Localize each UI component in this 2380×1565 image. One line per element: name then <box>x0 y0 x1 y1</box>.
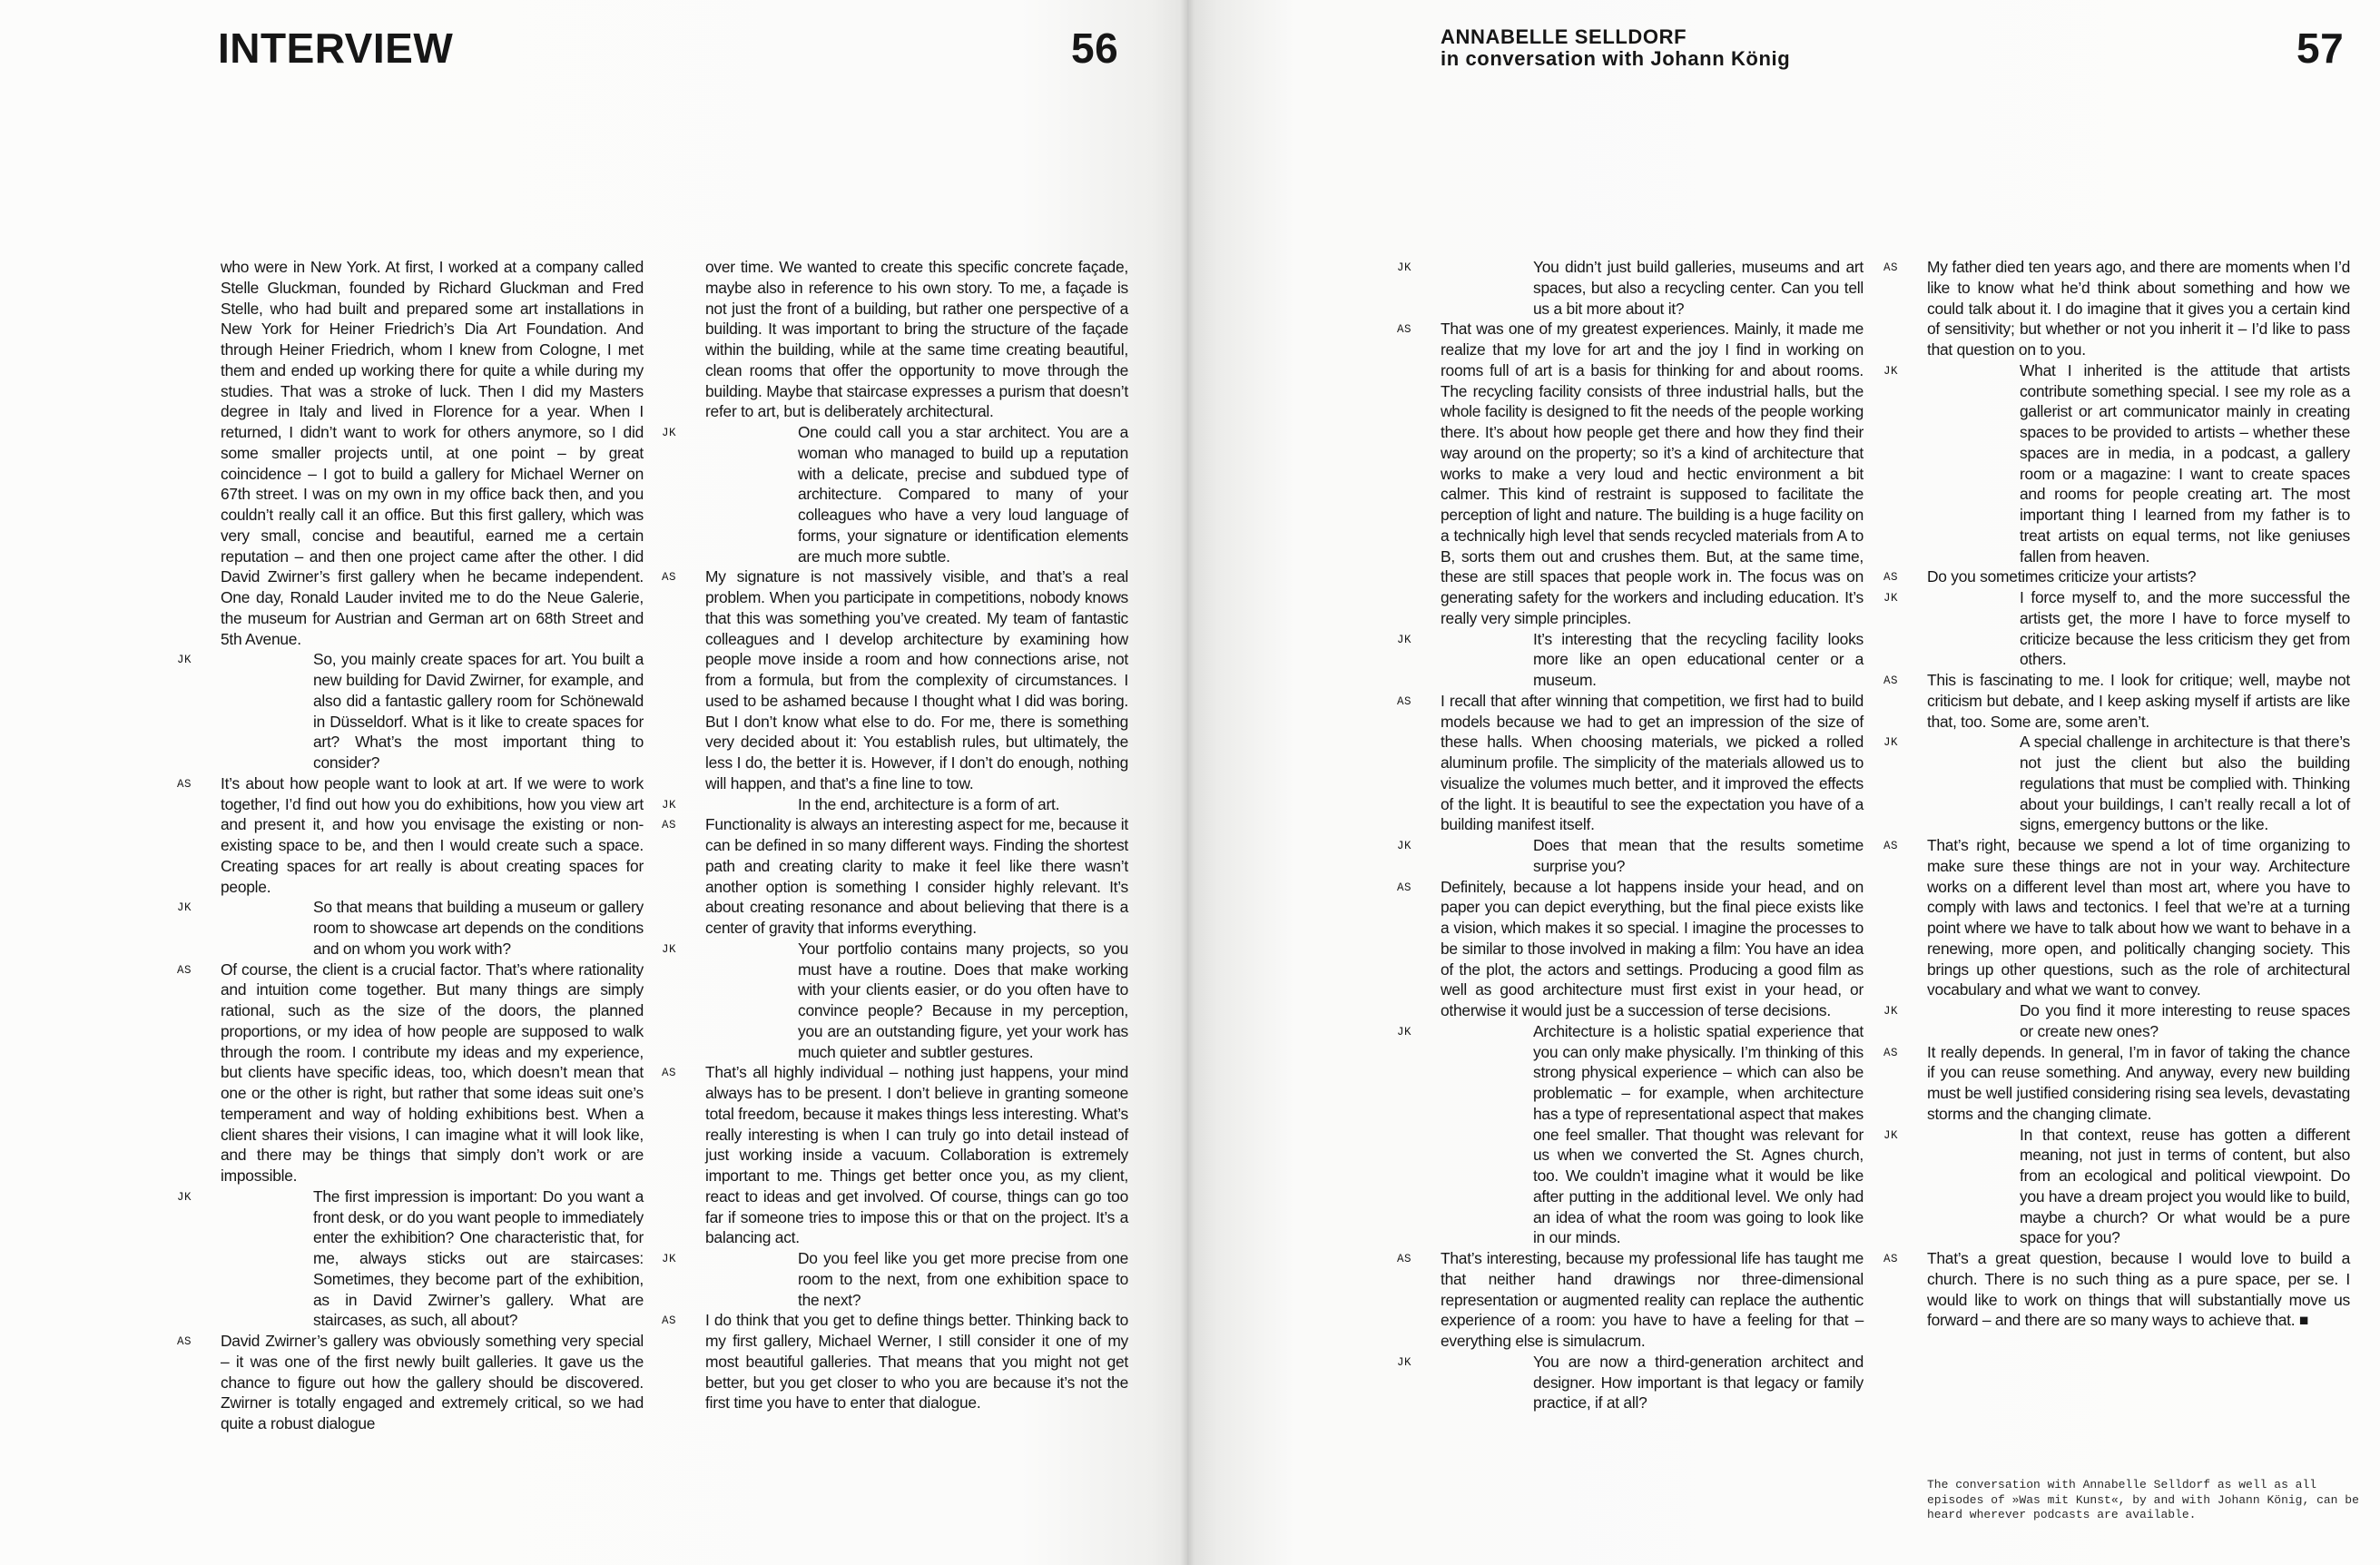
interview-answer <box>662 1310 1128 1413</box>
interview-answer <box>1883 835 2350 1000</box>
podcast-footnote: The conversation with Annabelle Selldorf as well as all episodes of »Was mit Kunst«, by and with Johann König, can be heard wherever podcasts are available. <box>1927 1478 2359 1521</box>
paragraph-text: So that means that building a museum or gallery room to showcase art depends on the conditions and on whom you work with? <box>313 898 644 958</box>
speaker-label: AS <box>662 571 677 585</box>
speaker-label: AS <box>1883 840 1899 852</box>
paragraph-text: It’s about how people want to look at art. If we were to work together, I’d find out how you do exhibitions, how you view art and present it, and how you envisage the existing or non-existing space to be, and then I would create such a space. Creating spaces for art really is about creating spaces for people. <box>221 773 644 896</box>
interview-answer <box>1883 566 2350 587</box>
text-column-1 <box>177 257 644 1434</box>
paragraph-text: What I inherited is the attitude that artists contribute something special. I see my role as a gallerist or art communicator mainly in creating spaces to be provided to artists – whether these spaces are in media, in a podcast, a gallery room or a magazine: I want to create spaces and rooms for people creating art. The most important thing I learned from my father is to treat artists on equal terms, not like geniuses fallen from heaven. <box>2020 360 2350 566</box>
speaker-label: JK <box>662 798 677 812</box>
paragraph-text: That’s a great question, because I would love to build a church. There is no such thing as a pure space, per se. I would like to work on things that will substantially move us forward – and there are so many ways to achieve that. ■ <box>1927 1249 2350 1330</box>
paragraph-text: Your portfolio contains many projects, so you must have a routine. Does that make working with your clients easier, or do you often have to convince people? Because in my perception, you are an outstanding figure, yet your work has much quieter and subtler gestures. <box>798 939 1128 1061</box>
interview-answer <box>177 960 644 1186</box>
interview-question <box>1883 732 2350 835</box>
paragraph-text: My father died ten years ago, and there are moments when I’d like to know what he’d think about something and how we could talk about it. I do imagine that it gives you a certain kind of sensitivity; but whether or not you inherit it – I’d like to pass that question on to you. <box>1927 258 2350 359</box>
interview-question <box>662 422 1128 566</box>
speaker-label: JK <box>1397 261 1412 274</box>
interview-question <box>177 1186 644 1331</box>
paragraph-text: I force myself to, and the more successful the artists get, the more I have to force myself to criticize because the less criticism they get from others. <box>2020 588 2350 669</box>
book-gutter <box>1180 0 1195 1565</box>
interview-answer <box>1883 1248 2350 1331</box>
paragraph-text: In the end, architecture is a form of art. <box>798 794 1060 813</box>
paragraph-text: Of course, the client is a crucial factor. That’s where rationality and intuition come together. But many things are simply rational, such as the size of the doors, the planned proportions, or my idea of how people are supposed to walk through the room. I contribute my ideas and my experience, but clients have specific ideas, too, which doesn’t mean that one or the other is right, but rather that some ideas suit one’s temperament and way of holding exhibitions best. When a client shares their visions, I can imagine what it will look like, and there may be things that simply don’t work or are impossible. <box>221 960 644 1185</box>
paragraph-text: Do you find it more interesting to reuse spaces or create new ones? <box>2020 1001 2350 1040</box>
interview-answer <box>1883 257 2350 360</box>
text-column-4 <box>1883 257 2350 1331</box>
paragraph-text: Do you sometimes criticize your artists? <box>1927 567 2197 586</box>
paragraph-text: Does that mean that the results sometime surprise you? <box>1533 836 1864 875</box>
paragraph-text: It’s interesting that the recycling facility looks more like an open educational center or a museum. <box>1533 629 1864 689</box>
speaker-label: AS <box>1883 571 1899 585</box>
speaker-label: AS <box>1397 881 1412 894</box>
paragraph-text: Do you feel like you get more precise from one room to the next, from one exhibition space to the next? <box>798 1249 1128 1309</box>
speaker-label: JK <box>662 1253 677 1265</box>
speaker-label: JK <box>177 654 192 667</box>
interview-answer <box>1883 1042 2350 1125</box>
interview-question <box>1397 1021 1864 1248</box>
speaker-label: AS <box>1883 1253 1899 1265</box>
interview-question <box>1883 587 2350 670</box>
interview-question <box>177 897 644 959</box>
interview-question <box>1397 1352 1864 1413</box>
interview-answer <box>705 257 1128 422</box>
interview-answer <box>662 566 1128 793</box>
speaker-label: AS <box>1397 1253 1412 1265</box>
interview-question <box>662 1248 1128 1310</box>
interview-question <box>662 939 1128 1063</box>
right-page-number: 57 <box>2296 25 2345 72</box>
speaker-label: JK <box>1883 1128 1899 1142</box>
paragraph-text: A special challenge in architecture is that there’s not just the client but also the building regulations that must be complied with. Thinking about your buildings, I can’t really recall a lot of signs, emergency buttons or the like. <box>2020 733 2350 834</box>
interview-answer <box>1883 670 2350 732</box>
paragraph-text: I recall that after winning that competition, we first had to build models because we had to get an impression of the size of these halls. When choosing materials, we picked a rolled aluminum profile. The simplicity of the materials allowed us to visualize the volumes much better, and it improved the effects of the light. It is beautiful to see the expectation you have of a building manifest itself. <box>1441 691 1864 834</box>
speaker-label: JK <box>1883 736 1899 750</box>
paragraph-text: It really depends. In general, I’m in favor of taking the chance if you can reuse something. And anyway, every new building must be well justified considering rising sea levels, devastating storms and the changing climate. <box>1927 1042 2350 1123</box>
interview-question <box>1883 1000 2350 1042</box>
interview-question <box>1397 629 1864 691</box>
paragraph-text: Functionality is always an interesting aspect for me, because it can be defined in so many different ways. Finding the shortest path and creating clarity to make it feel like there wasn’t another option is something I consider highly relevant. It’s about creating resonance and about believing that there is a center of gravity that informs everything. <box>705 815 1128 937</box>
paragraph-text: That’s interesting, because my professional life has taught me that neither hand drawings nor three-dimensional representation or augmented reality can replace the authentic experience of a room: you have to have a feeling for that – everything else is simulacrum. <box>1441 1249 1864 1350</box>
speaker-label: AS <box>1883 674 1899 687</box>
paragraph-text: over time. We wanted to create this specific concrete façade, maybe also in reference to his own story. To me, a façade is not just the front of a building, but rather one perspective of a building. It was important to bring the structure of the façade within the building, while at the same time creating beautiful, clean rooms that offer the opportunity to move through the building. Maybe that staircase expresses a purism that doesn’t refer to art, but is deliberately architectural. <box>705 258 1128 421</box>
paragraph-text: That’s all highly individual – nothing just happens, your mind always has to be present. I don’t believe in granting someone total freedom, because it makes things less interesting. What’s really interesting is when I can truly go into detail instead of just working inside a vacuum. Collaboration is extremely important to me. Things get better once you, as my client, react to ideas and get involved. Of course, things can go too far if someone tries to impose this or that on the project. It’s a balancing act. <box>705 1063 1128 1247</box>
speaker-label: JK <box>1397 1025 1412 1038</box>
interview-answer <box>177 773 644 898</box>
speaker-label: AS <box>177 963 192 977</box>
interview-question <box>1397 835 1864 877</box>
interview-answer <box>1397 1248 1864 1352</box>
left-page-number: 56 <box>1071 25 1119 72</box>
interview-answer <box>177 1331 644 1434</box>
interview-subtitle: in conversation with Johann König <box>1441 47 1791 70</box>
interviewee-name: ANNABELLE SELLDORF <box>1441 25 1687 48</box>
interview-answer <box>1397 877 1864 1021</box>
section-title: INTERVIEW <box>218 25 454 72</box>
speaker-label: JK <box>662 427 677 439</box>
speaker-label: JK <box>662 942 677 956</box>
speaker-label: JK <box>177 901 192 915</box>
speaker-label: AS <box>1883 1046 1899 1059</box>
interview-question <box>1883 360 2350 567</box>
speaker-label: AS <box>662 819 677 832</box>
paragraph-text: I do think that you get to define things better. Thinking back to my first gallery, Michael Werner, I still consider it one of my most beautiful galleries. That means that you might not get better, but you get closer to who you are because it’s not the first time you have to enter that dialogue. <box>705 1311 1128 1412</box>
text-column-2 <box>662 257 1128 1413</box>
interview-question <box>177 649 644 773</box>
paragraph-text: My signature is not massively visible, and that’s a real problem. When you participate in competitions, nobody knows that this was something you’ve created. My team of fantastic colleagues and I develop architecture by examining how people move inside a room and how connections arise, not from a formula, but from the complexity of circumstances. I used to be ashamed because I thought what I did was boring. But I don’t know what else to do. For me, there is something very decided about it: You establish rules, but ultimately, the less I do, the better it is. However, if I don’t do enough, nothing will happen, and that’s a fine line to tow. <box>705 567 1128 792</box>
interview-answer <box>221 257 644 649</box>
paragraph-text: Definitely, because a lot happens inside your head, and on paper you can depict everything, but the final piece exists like a vision, which makes it so special. I imagine the processes to be similar to those involved in making a film: You have an idea of the plot, the actors and settings. Producing a good film as well as good architecture must first exist in your head, or otherwise it would just be a succession of terse decisions. <box>1441 877 1864 1019</box>
speaker-label: AS <box>177 777 192 791</box>
speaker-label: JK <box>1397 840 1412 852</box>
interview-answer <box>1397 319 1864 628</box>
text-column-3 <box>1397 257 1864 1413</box>
speaker-label: JK <box>1883 1005 1899 1018</box>
interview-question <box>662 794 1128 815</box>
paragraph-text: So, you mainly create spaces for art. You built a new building for David Zwirner, for example, and also did a fantastic gallery room for Schönewald in Düsseldorf. What is it like to create spaces for art? What’s the most important thing to consider? <box>313 650 644 772</box>
interview-question <box>1883 1125 2350 1249</box>
paragraph-text: That was one of my greatest experiences. Mainly, it made me realize that my love for art and the joy I find in working on rooms full of art is a basis for thinking for and about rooms. The recycling facility consists of three industrial halls, but the whole facility is designed to fit the needs of the people working there. It’s about how people get there and how they find their way around on the property; so it’s a kind of architecture that works to make a very loud and hectic environment a bit calmer. This kind of restraint is supposed to facilitate the perception of light and nature. The building is a huge facility on a technically high level that sends recycled materials from A to B, sorts them out and crushes them. But, at the same time, these are still spaces that people work in. The focus was on generating safety for the workers and including education. It’s really very simple principles. <box>1441 320 1864 627</box>
speaker-label: JK <box>1397 633 1412 646</box>
speaker-label: AS <box>1397 323 1412 337</box>
paragraph-text: That’s right, because we spend a lot of time organizing to make sure these things are not in your way. Architecture works on a different level than most art, where you have to comply with laws and tectonics. I feel that we’re at a turning point where we have to talk about how we want to behave in a renewing, more open, and politically changing society. This brings up other questions, such as the role of architectural vocabulary and what we want to convey. <box>1927 836 2350 999</box>
speaker-label: JK <box>177 1190 192 1204</box>
paragraph-text: In that context, reuse has gotten a different meaning, not just in terms of content, but also from an ecological and political viewpoint. Do you have a dream project you would like to build, maybe a church? Or what would be a pure space for you? <box>2020 1125 2350 1247</box>
paragraph-text: One could call you a star architect. You are a woman who managed to build up a reputation with a delicate, precise and subdued type of architecture. Compared to many of your colleagues who have a very loud language of forms, your signature or identification elements are much more subtle. <box>798 423 1128 566</box>
speaker-label: AS <box>1397 694 1412 708</box>
paragraph-text: You are now a third-generation architect and designer. How important is that legacy or family practice, if at all? <box>1533 1352 1864 1412</box>
interview-question <box>1397 257 1864 319</box>
paragraph-text: You didn’t just build galleries, museums and art spaces, but also a recycling center. Can you tell us a bit more about it? <box>1533 258 1864 318</box>
speaker-label: AS <box>662 1067 677 1080</box>
interview-answer <box>1397 691 1864 835</box>
speaker-label: AS <box>177 1335 192 1348</box>
speaker-label: JK <box>1883 364 1899 378</box>
interview-answer <box>662 1062 1128 1248</box>
paragraph-text: David Zwirner’s gallery was obviously something very special – it was one of the first newly built galleries. It gave us the chance to figure out how the gallery should be discovered. Zwirner is totally engaged and extremely critical, so we had quite a robust dialogue <box>221 1332 644 1432</box>
speaker-label: JK <box>1397 1355 1412 1369</box>
paragraph-text: This is fascinating to me. I look for critique; well, maybe not criticism but debate, and I keep asking myself if artists are like that, too. Some are, some aren’t. <box>1927 671 2350 731</box>
paragraph-text: who were in New York. At first, I worked at a company called Stelle Gluckman, founded by Richard Gluckman and Fred Stelle, who had built and prepared some art installations in New York for Heiner Friedrich’s Dia Art Foundation. And through Heiner Friedrich, whom I knew from Cologne, I met them and ended up working there for quite a while during my studies. That was a stroke of luck. Then I did my Masters degree in Italy and lived in Florence for a year. When I returned, I didn’t want to work for others anymore, so I did some smaller projects until, at one point – by great coincidence – I got to build a gallery for Michael Werner on 67th street. I was on my own in my office back then, and you couldn’t really call it an office. But this first gallery, which was very small, concise and beautiful, earned me a certain reputation – and then one project came after the other. I did David Zwirner’s first gallery when he became independent. One day, Ronald Lauder invited me to do the Neue Galerie, the museum for Austrian and German art on 68th Street and 5th Avenue. <box>221 258 644 648</box>
interview-answer <box>662 814 1128 939</box>
interview-heading <box>1441 26 1790 70</box>
speaker-label: AS <box>662 1314 677 1328</box>
paragraph-text: The first impression is important: Do you want a front desk, or do you want people to immediately enter the exhibition? One characteristic that, for me, always sticks out are staircases: Sometimes, they become part of the exhibition, as in David Zwirner’s gallery. What are staircases, as such, all about? <box>313 1186 644 1330</box>
paragraph-text: Architecture is a holistic spatial experience that you can only make physically. I’m thinking of this strong physical experience – which can also be problematic – for example, when architecture has a type of representational aspect that makes one feel smaller. That thought was relevant for us when we converted the St. Agnes church, too. We couldn’t imagine what it would be like after putting in the additional level. We only had an idea of what the room was going to look like in our minds. <box>1533 1021 1864 1247</box>
speaker-label: AS <box>1883 261 1899 274</box>
speaker-label: JK <box>1883 592 1899 605</box>
